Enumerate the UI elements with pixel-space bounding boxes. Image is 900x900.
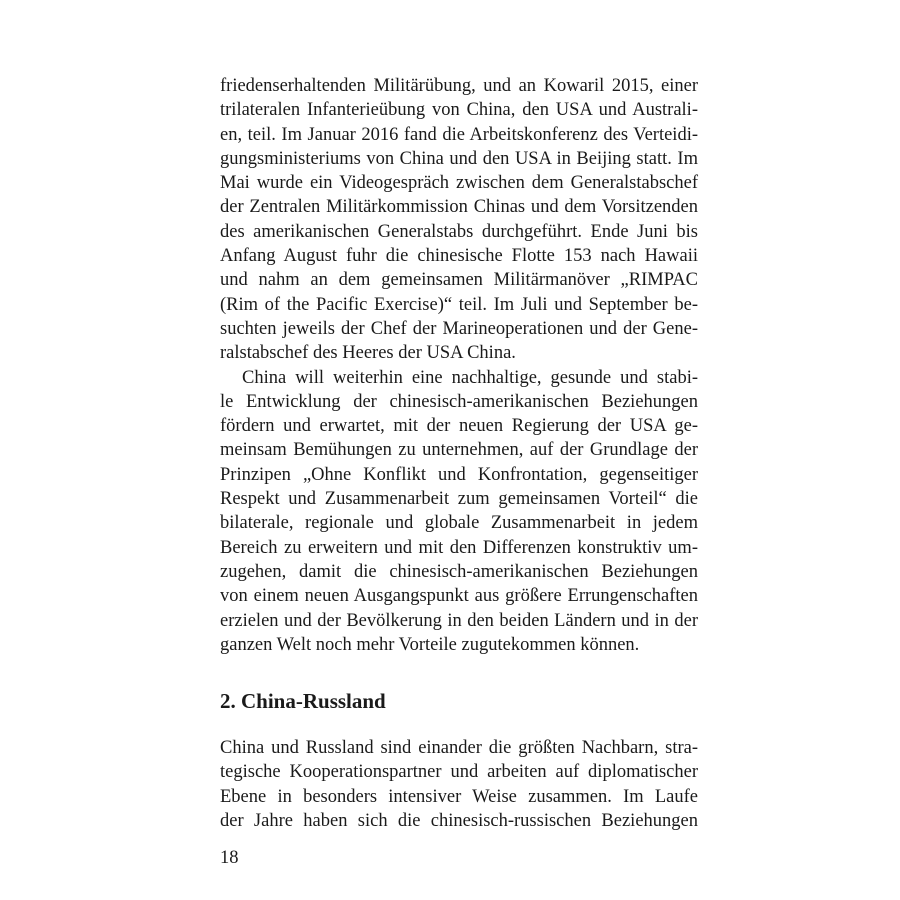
text-line: tegische Kooperationspartner und arbeiten auf diplomatischer [220,762,698,783]
text-line: ganzen Welt noch mehr Vorteile zugutekommen können. [220,634,640,655]
text-line: en, teil. Im Januar 2016 fand die Arbeitskonferenz des Verteidi- [220,124,698,145]
text-line: bilaterale, regionale und globale Zusammenarbeit in jedem [220,513,698,534]
text-line: gungsministeriums von China und den USA in Beijing statt. Im [220,148,698,169]
text-line: zugehen, damit die chinesisch-amerikanischen Beziehungen [220,561,698,582]
text-line: China will weiterhin eine nachhaltige, gesunde und stabi- [242,367,698,388]
text-line: China und Russland sind einander die größten Nachbarn, stra- [220,738,698,758]
text-line: des amerikanischen Generalstabs durchgeführt. Ende Juni bis [220,221,698,242]
text-line: friedenserhaltenden Militärübung, und an Kowaril 2015, einer [220,76,698,96]
text-line: (Rim of the Pacific Exercise)“ teil. Im Juli und September be- [220,294,698,315]
text-line: le Entwicklung der chinesisch-amerikanischen Beziehungen [220,391,698,412]
body-text-lower [220,736,698,833]
text-line: meinsam Bemühungen zu unternehmen, auf der Grundlage der [220,440,698,461]
text-line: Anfang August fuhr die chinesische Flotte 153 nach Hawaii [220,246,698,267]
text-line: Respekt und Zusammenarbeit zum gemeinsamen Vorteil“ die [220,489,698,510]
page-number: 18 [220,848,239,868]
text-line: und nahm an dem gemeinsamen Militärmanöver „RIMPAC [220,270,698,291]
text-line: suchten jeweils der Chef der Marineoperationen und der Gene- [220,318,698,339]
text-line: erzielen und der Bevölkerung in den beiden Ländern und in der [220,610,698,631]
text-line: der Jahre haben sich die chinesisch-russischen Beziehungen [220,810,698,831]
text-line: ralstabschef des Heeres der USA China. [220,343,516,364]
text-line: Prinzipen „Ohne Konflikt und Konfrontation, gegenseitiger [220,464,698,485]
section-heading: 2. China-Russland [220,689,386,713]
text-line: trilateralen Infanterieübung von China, den USA und Australi- [220,100,698,121]
text-line: Ebene in besonders intensiver Weise zusammen. Im Laufe [220,786,698,807]
text-line: von einem neuen Ausgangspunkt aus größere Errungenschaften [220,586,698,607]
text-line: Mai wurde ein Videogespräch zwischen dem Generalstabschef [220,173,698,194]
text-line: der Zentralen Militärkommission Chinas und dem Vorsitzenden [220,197,698,218]
text-line: Bereich zu erweitern und mit den Differenzen konstruktiv um- [220,537,698,558]
body-text-upper [220,74,698,657]
text-line: fördern und erwartet, mit der neuen Regierung der USA ge- [220,416,698,437]
